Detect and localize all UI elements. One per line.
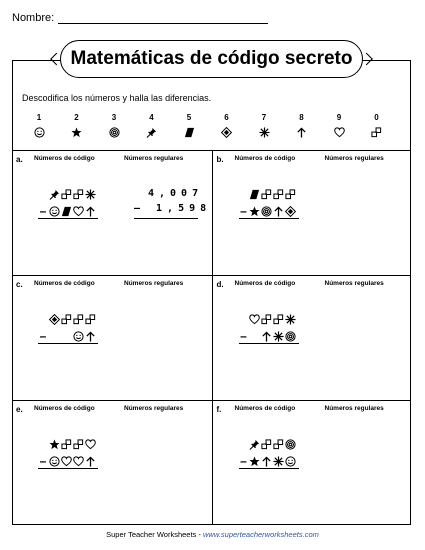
code-top-row xyxy=(48,187,96,201)
pushpin-icon xyxy=(249,437,261,451)
smiley-icon xyxy=(24,124,54,140)
key-item xyxy=(362,112,392,140)
key-digit: 8 xyxy=(299,113,304,122)
up-arrow-icon xyxy=(287,124,317,140)
stacked-squares-icon xyxy=(72,187,84,201)
regular-numbers-label: Números regulares xyxy=(324,405,384,412)
smiley-icon xyxy=(72,329,84,343)
stacked-squares-icon xyxy=(362,124,392,140)
minus-sign: – xyxy=(39,204,47,218)
spiral-icon xyxy=(285,437,297,451)
key-item xyxy=(137,112,167,140)
code-bottom-row xyxy=(239,454,297,468)
key-item xyxy=(99,112,129,140)
title-text: Matemáticas de código secreto xyxy=(70,48,353,69)
key-digit: 3 xyxy=(111,113,117,122)
heart-icon xyxy=(72,204,84,218)
answer-line xyxy=(239,468,299,469)
stacked-squares-icon xyxy=(273,187,285,201)
code-numbers-label: Números de código xyxy=(234,155,296,162)
star-icon xyxy=(62,124,92,140)
asterisk-icon xyxy=(273,329,285,343)
problem-b xyxy=(212,150,412,275)
code-bottom-row xyxy=(239,329,297,343)
stacked-squares-icon xyxy=(261,312,273,326)
key-digit: 0 xyxy=(374,113,379,122)
worksheet-title xyxy=(60,40,363,78)
problem-header xyxy=(217,280,384,289)
spiral-icon xyxy=(261,204,273,218)
symbol-key xyxy=(22,112,392,144)
minus-sign: – xyxy=(240,204,247,218)
star-icon xyxy=(249,454,261,468)
problem-letter: f. xyxy=(216,405,222,414)
key-digit: 6 xyxy=(224,113,229,122)
regular-numbers-label: Números regulares xyxy=(124,405,184,412)
instructions: Descodifica los números y halla las diferencias. xyxy=(22,93,212,103)
problem-d xyxy=(212,275,412,400)
code-top-row xyxy=(249,437,297,451)
code-numbers-label: Números de código xyxy=(34,280,95,287)
problem-letter: d. xyxy=(216,280,224,289)
problem-letter: a. xyxy=(16,155,23,164)
code-bottom-row xyxy=(38,454,96,468)
star-icon xyxy=(48,437,60,451)
problem-a xyxy=(12,150,212,275)
key-item xyxy=(212,112,242,140)
up-arrow-icon xyxy=(261,329,273,343)
diamond-in-square-icon xyxy=(285,204,297,218)
heart-icon xyxy=(84,437,96,451)
problem-c xyxy=(12,275,212,400)
regular-numbers-label: Números regulares xyxy=(324,155,384,162)
asterisk-icon xyxy=(273,454,285,468)
code-numbers-label: Números de código xyxy=(34,405,95,412)
code-top-row xyxy=(48,312,96,326)
problem-letter: c. xyxy=(16,280,23,289)
code-numbers-label: Números de código xyxy=(34,155,95,162)
problem-header xyxy=(217,405,384,414)
pushpin-icon xyxy=(137,124,167,140)
problem-grid xyxy=(12,150,411,525)
problem-header xyxy=(217,155,384,164)
key-item xyxy=(287,112,317,140)
minus-sign: – xyxy=(240,454,247,468)
name-label: Nombre: xyxy=(12,12,55,24)
asterisk-icon xyxy=(249,124,279,140)
key-item xyxy=(324,112,354,140)
heart-icon xyxy=(324,124,354,140)
answer-line xyxy=(38,343,98,344)
answer-line xyxy=(38,218,98,219)
up-arrow-icon xyxy=(84,454,96,468)
parallelogram-icon xyxy=(249,187,261,201)
code-top-row xyxy=(249,312,297,326)
problem-header xyxy=(16,405,183,414)
stacked-squares-icon xyxy=(273,437,285,451)
code-bottom-row xyxy=(38,204,96,218)
minus-sign: – xyxy=(240,329,247,343)
key-digit: 2 xyxy=(74,113,79,122)
problem-letter: b. xyxy=(216,155,224,164)
spiral-icon xyxy=(285,329,297,343)
footer-text: Super Teacher Worksheets - xyxy=(106,530,203,539)
key-digit: 1 xyxy=(36,113,42,122)
smiley-icon xyxy=(48,204,60,218)
answer-line xyxy=(239,218,299,219)
regular-numbers-label: Números regulares xyxy=(124,280,184,287)
key-item xyxy=(174,112,204,140)
spiral-icon xyxy=(99,124,129,140)
name-line xyxy=(58,13,268,24)
code-numbers-label: Números de código xyxy=(234,405,296,412)
heart-icon xyxy=(249,312,261,326)
problem-letter: e. xyxy=(16,405,23,414)
code-top-row xyxy=(48,437,96,451)
parallelogram-icon xyxy=(174,124,204,140)
up-arrow-icon xyxy=(261,454,273,468)
problem-e xyxy=(12,400,212,525)
regular-numbers-label: Números regulares xyxy=(324,280,384,287)
heart-icon xyxy=(72,454,84,468)
key-item xyxy=(24,112,54,140)
problem-f xyxy=(212,400,412,525)
code-top-row xyxy=(249,187,297,201)
smiley-icon xyxy=(285,454,297,468)
stacked-squares-icon xyxy=(72,312,84,326)
pushpin-icon xyxy=(48,187,60,201)
diamond-in-square-icon xyxy=(212,124,242,140)
footer xyxy=(0,530,425,539)
key-digit: 9 xyxy=(336,113,342,122)
name-field xyxy=(12,12,268,24)
key-digit: 7 xyxy=(261,113,267,122)
stacked-squares-icon xyxy=(84,312,96,326)
asterisk-icon xyxy=(285,312,297,326)
up-arrow-icon xyxy=(273,204,285,218)
up-arrow-icon xyxy=(84,329,96,343)
code-bottom-row xyxy=(239,204,297,218)
regular-answer-line xyxy=(134,218,198,219)
minus-sign: – xyxy=(39,329,47,343)
stacked-squares-icon xyxy=(60,312,72,326)
heart-icon xyxy=(60,454,72,468)
key-item xyxy=(62,112,92,140)
stacked-squares-icon xyxy=(285,187,297,201)
code-numbers-label: Números de código xyxy=(234,280,296,287)
key-digit: 4 xyxy=(149,113,154,122)
diamond-in-square-icon xyxy=(48,312,60,326)
regular-top-number: 4,007 xyxy=(148,188,204,199)
answer-line xyxy=(239,343,299,344)
parallelogram-icon xyxy=(60,204,72,218)
stacked-squares-icon xyxy=(261,437,273,451)
star-icon xyxy=(249,204,261,218)
stacked-squares-icon xyxy=(273,312,285,326)
regular-numbers-label: Números regulares xyxy=(124,155,184,162)
answer-line xyxy=(38,468,98,469)
footer-link[interactable]: www.superteacherworksheets.com xyxy=(202,530,319,539)
problem-header xyxy=(16,155,183,164)
up-arrow-icon xyxy=(84,204,96,218)
stacked-squares-icon xyxy=(261,187,273,201)
key-item xyxy=(249,112,279,140)
asterisk-icon xyxy=(84,187,96,201)
stacked-squares-icon xyxy=(72,437,84,451)
smiley-icon xyxy=(48,454,60,468)
code-bottom-row xyxy=(38,329,96,343)
minus-sign: – xyxy=(39,454,47,468)
stacked-squares-icon xyxy=(60,187,72,201)
problem-header xyxy=(16,280,183,289)
regular-bottom-number: – 1,598 xyxy=(134,203,212,214)
key-digit: 5 xyxy=(186,113,192,122)
stacked-squares-icon xyxy=(60,437,72,451)
